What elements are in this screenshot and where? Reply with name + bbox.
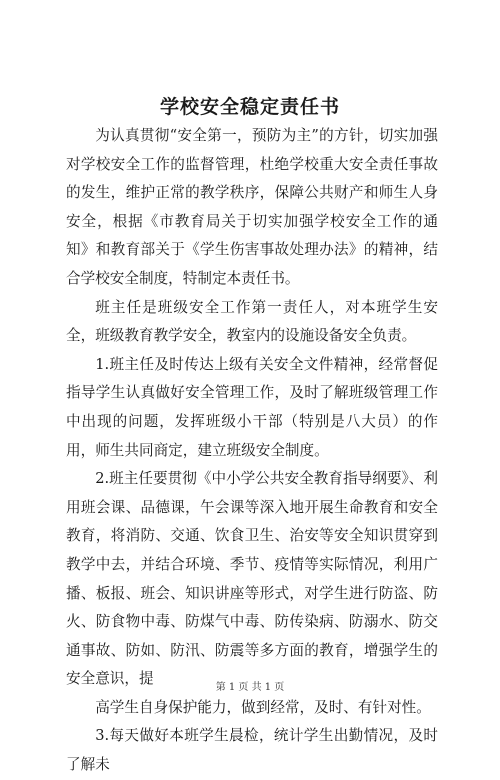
paragraph-intro: 为认真贯彻“安全第一，预防为主”的方针，切实加强对学校安全工作的监督管理，杜绝学校重大安全责任事故的发生，维护正常的教学秩序，保障公共财产和师生人身安全，根据《市教育局关于切实加强学校安全工作的通知》和教育部关于《学生伤害事故处理办法》的精神，结合学校安全制度，特制定本责任书。 <box>66 127 438 287</box>
document-title: 学校安全稳定责任书 <box>159 96 340 118</box>
paragraph-item-1: 1.班主任及时传达上级有关安全文件精神，经常督促指导学生认真做好安全管理工作，及时了解班级管理工作中出现的问题，发挥班级小干部（特别是八大员）的作用，师生共同商定，建立班级安全制度。 <box>66 355 438 459</box>
paragraph-item-2-continued: 高学生自身保护能力，做到经常，及时、有针对性。 <box>95 698 431 716</box>
paragraph-item-3: 3.每天做好本班学生晨检，统计学生出勤情况，及时了解未 <box>66 727 438 774</box>
paragraph-item-2: 2.班主任要贯彻《中小学公共安全教育指导纲要》、利用班会课、品德课，午会课等深入地开展生命教育和安全教育，将消防、交通、饮食卫生、治安等安全知识贯穿到教学中去，并结合环境、季节、疫情等实际情况，利用广播、板报、班会、知识讲座等形式，对学生进行防盗、防火、防食物中毒、防煤气中毒、防传染病、防溺水、防交通事故、防如、防汛、防震等多方面的教育，增强学生的安全意识，提 <box>66 470 438 688</box>
page-footer: 第 1 页 共 1 页 <box>215 682 285 693</box>
paragraph-responsibility: 班主任是班级安全工作第一责任人，对本班学生安全，班级教育教学安全，教室内的设施设备安全负责。 <box>66 298 438 345</box>
